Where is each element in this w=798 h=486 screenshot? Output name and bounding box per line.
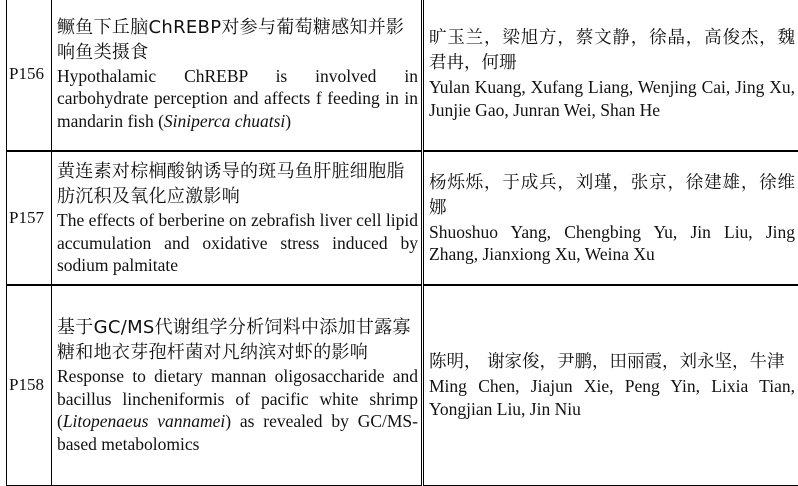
authors-english: Ming Chen, Jiajun Xie, Peng Yin, Lixia Tian, Yongjian Liu, Jin Niu xyxy=(429,375,795,420)
table-row xyxy=(7,285,798,485)
poster-id: P156 xyxy=(7,0,52,151)
poster-id: P158 xyxy=(7,285,52,485)
title-english-text: The effects of berberine on zebrafish liver cell lipid accumulation and oxidative stress induced by sodium palmitate xyxy=(57,210,418,275)
title-english xyxy=(57,209,418,277)
title-chinese: 黄连素对棕榈酸钠诱导的斑马鱼肝脏细胞脂肪沉积及氧化应激影响 xyxy=(57,159,418,209)
author-cell xyxy=(423,0,798,151)
table-row xyxy=(7,151,798,285)
title-english xyxy=(57,65,418,133)
authors-chinese: 陈明， 谢家俊，尹鹏，田丽霞，刘永坚，牛津 xyxy=(429,350,795,375)
title-english-text: Response to dietary mannan oligosaccharide and bacillus lincheniformis of pacific white shrimp ( xyxy=(57,366,418,431)
title-cell xyxy=(52,0,423,151)
species-name: Litopenaeus vannamei xyxy=(63,411,225,431)
authors-english: Shuoshuo Yang, Chengbing Yu, Jin Liu, Jing Zhang, Jianxiong Xu, Weina Xu xyxy=(429,221,795,266)
authors-english: Yulan Kuang, Xufang Liang, Wenjing Cai, Jing Xu, Junjie Gao, Junran Wei, Shan He xyxy=(429,76,795,121)
title-english-suffix: ) as revealed by GC/MS-based metabolomics xyxy=(57,411,418,454)
poster-id: P157 xyxy=(7,151,52,285)
author-cell xyxy=(423,151,798,285)
table-row xyxy=(7,0,798,151)
title-english-text: Hypothalamic ChREBP is involved in carbohydrate perception and affects f feeding in in mandarin fish ( xyxy=(57,66,418,131)
title-cell xyxy=(52,151,423,285)
authors-chinese: 旷玉兰，梁旭方，蔡文静，徐晶，高俊杰，魏君冉，何珊 xyxy=(429,26,795,76)
program-table xyxy=(6,0,798,486)
title-chinese: 鳜鱼下丘脑ChREBP对参与葡萄糖感知并影响鱼类摄食 xyxy=(57,15,418,65)
author-cell xyxy=(423,285,798,485)
authors-chinese: 杨烁烁，于成兵，刘瑾，张京，徐建雄，徐维娜 xyxy=(429,171,795,221)
title-cell xyxy=(52,285,423,485)
title-english-suffix: ) xyxy=(285,111,291,131)
species-name: Siniperca chuatsi xyxy=(164,111,285,131)
title-chinese: 基于GC/MS代谢组学分析饲料中添加甘露寡糖和地衣芽孢杆菌对凡纳滨对虾的影响 xyxy=(57,315,418,365)
title-english xyxy=(57,365,418,455)
